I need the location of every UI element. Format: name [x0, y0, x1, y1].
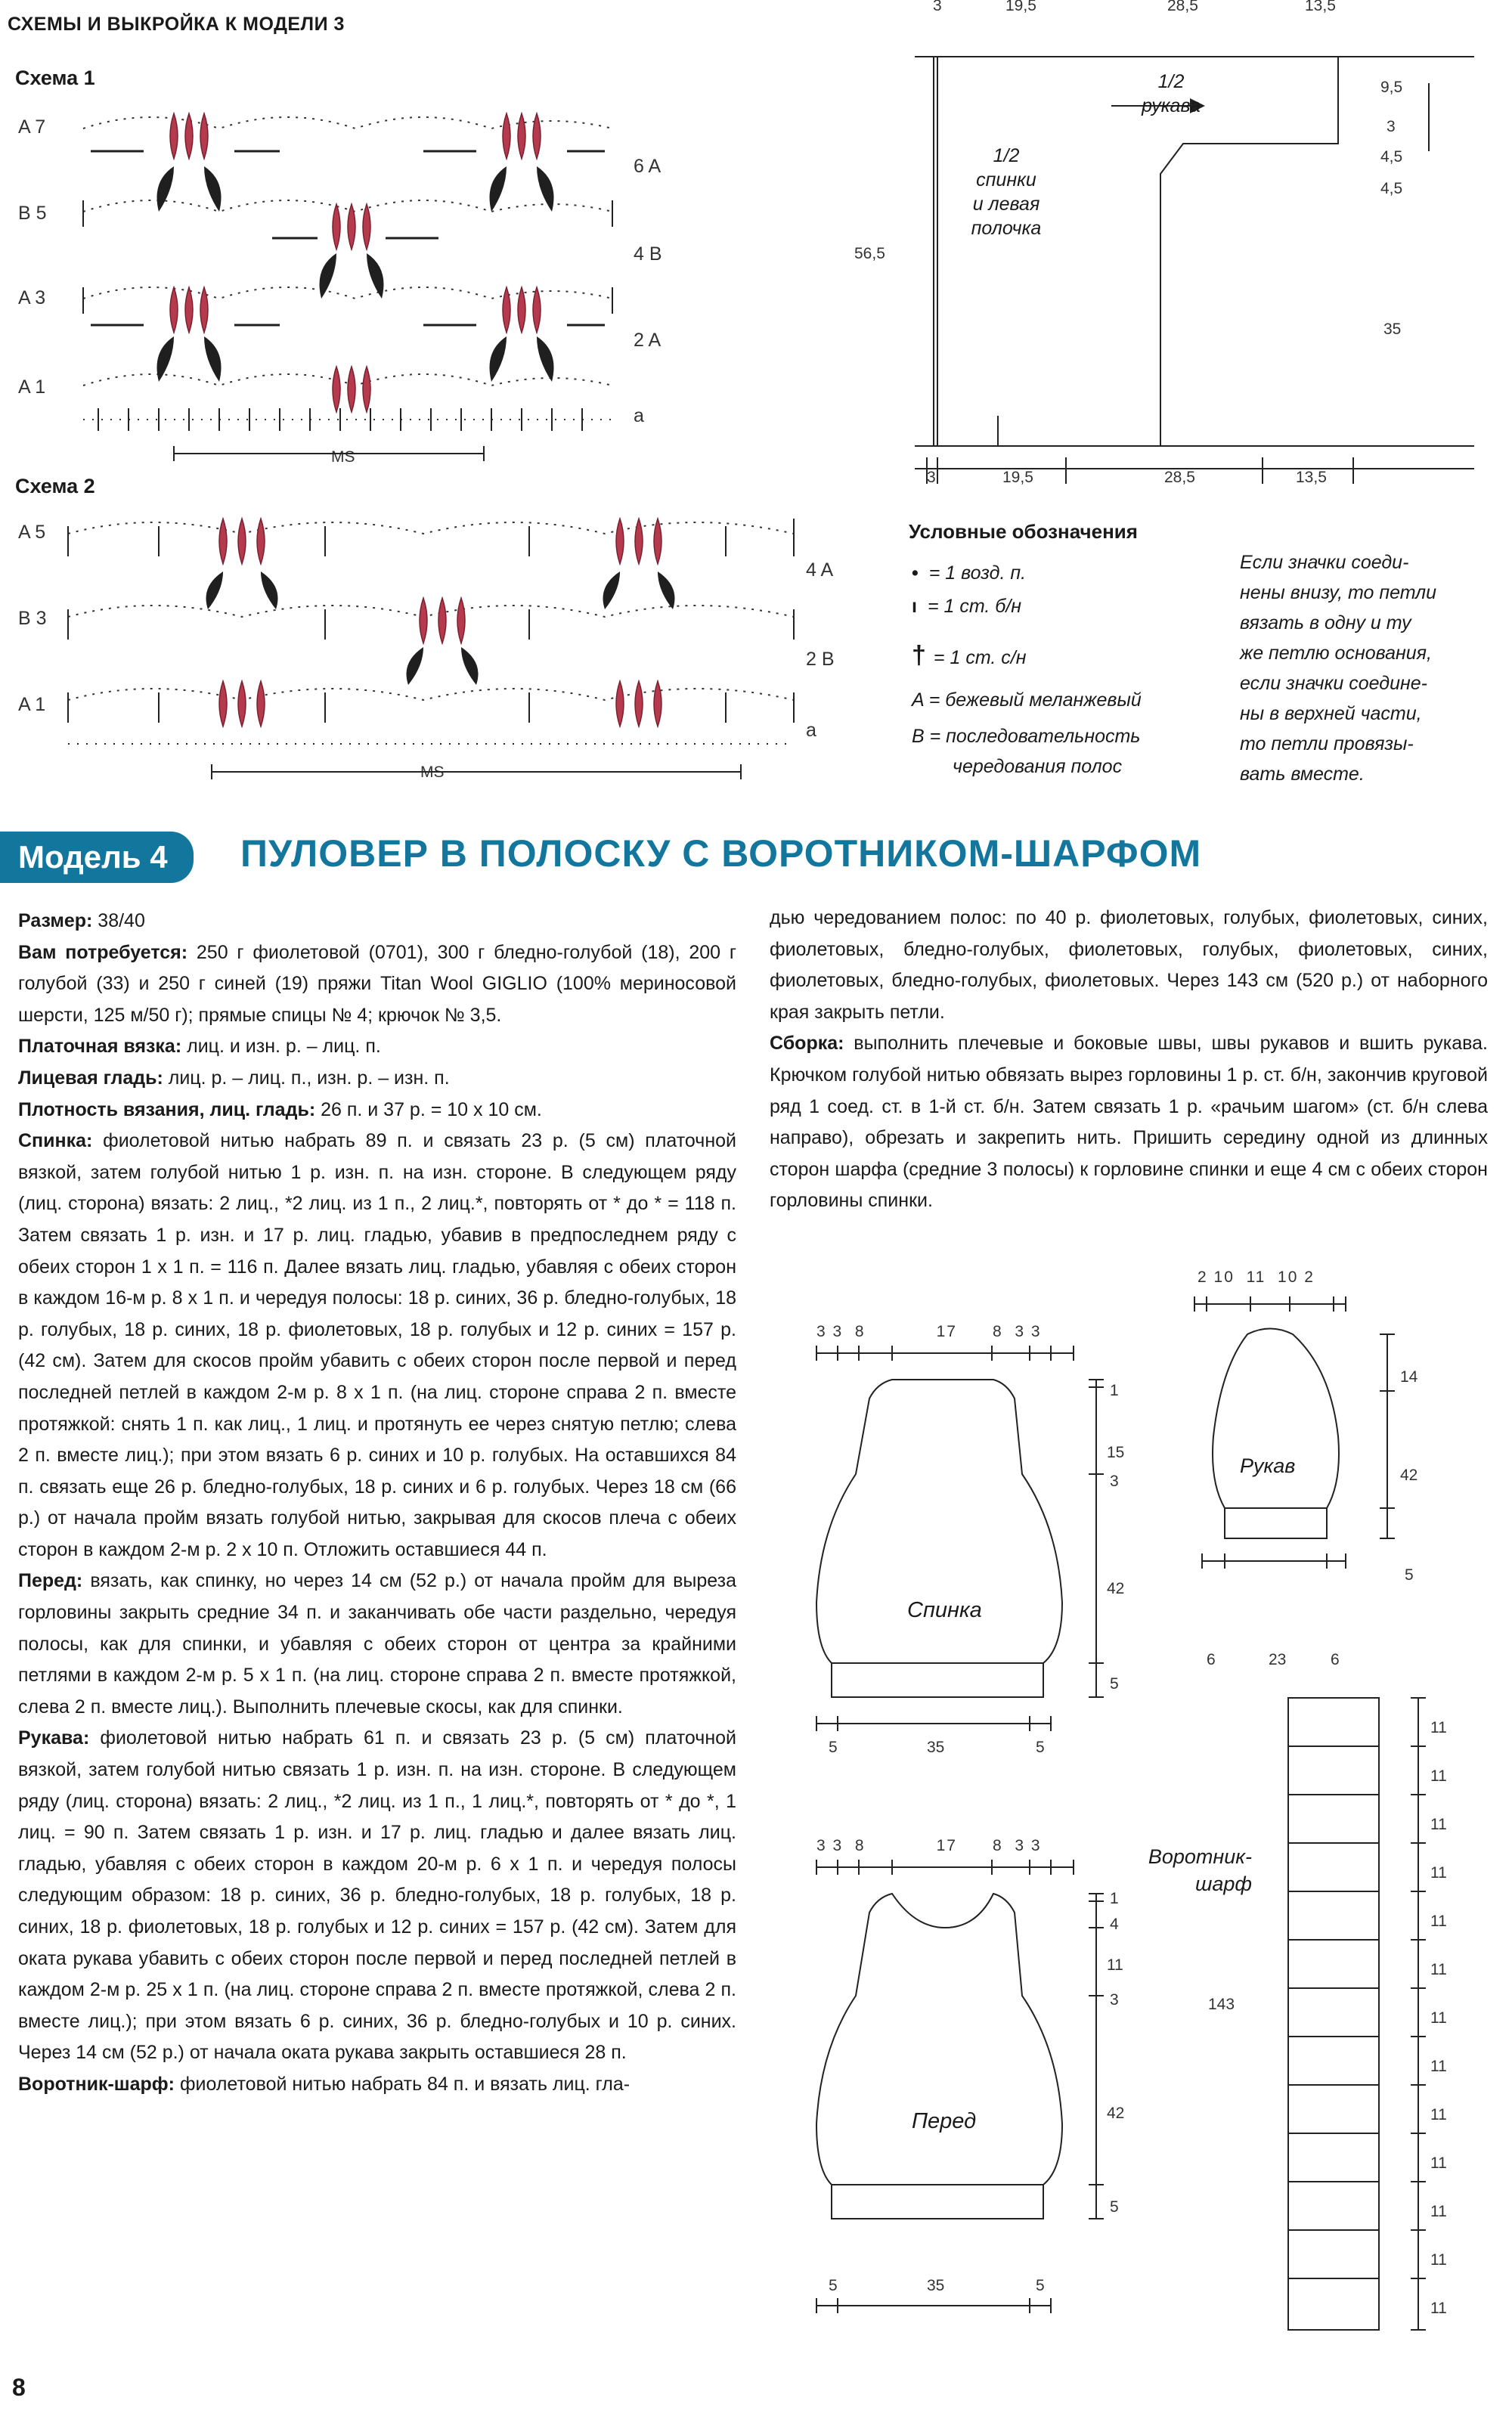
- schema1-label-4b: 4 B: [634, 243, 662, 265]
- front-dim-4: 4: [1110, 1916, 1119, 1933]
- paragraph-body: фиолетовой нитью набрать 84 п. и вязать лиц. гла-: [175, 2073, 631, 2095]
- back-bottom-5a: 5: [829, 1739, 838, 1756]
- m3-bottom-dim-13-5: 13,5: [1296, 469, 1327, 486]
- m3-top-dim-28-5: 28,5: [1167, 0, 1198, 14]
- paragraph-body: 250 г фиолетовой (0701), 300 г бледно-голубой (18), 200 г голубой (33) и 250 г синей (19) пряжи Titan Wool GIGLIO (100% мериносовой шерсти, 125 м/50 г); прямые спицы № 4; крючок № 3,5.: [18, 941, 736, 1026]
- paragraph: [18, 937, 736, 1032]
- paragraph-body: фиолетовой нитью набрать 61 п. и связать 23 р. (5 см) платочной вязкой, затем голубой нитью связать 1 р. изн. п. на изн. стороне. В следующем ряду (лиц. сторона) вязать: 2 лиц., *2 лиц. из 1 п., 1 лиц.*, повторять от * до *, 1 лиц. = 90 п. Затем связать 1 р. изн. и 17 р. лиц. гладью и далее вязать лиц. гладью, убавляя с обеих сторон в каждом 20-м р. 6 х 1 п. и чередуя полосы следующим образом: 18 р. синих, 36 р. бледно-голубых, 18 р. голубых, 18 р. синих, 18 р. фиолетовых, 18 р. голубых и 12 р. синих = 157 р. (42 см). Затем для оката рукава убавить с обеих сторон после первой и перед последней петлей в каждом 2-м р. 25 х 1 п. (на лиц. стороне справа 2 п. вместе протяжкой, слева 2 п. вместе лиц.); при этом вязать 6 р. синих, 36 р. бледно-голубых и 10 р. синих. Через 14 см (52 р.) от начала оката рукава закрыть оставшиеся 28 п.: [18, 1727, 736, 2064]
- paragraph-heading: Спинка:: [18, 1130, 93, 1152]
- m3-right-dim-4-5b: 4,5: [1380, 180, 1403, 197]
- back-dim-3: 3: [1110, 1473, 1119, 1490]
- m3-height-dim: 56,5: [854, 245, 885, 262]
- schema2-label-b3: B 3: [18, 608, 47, 629]
- front-dim-3: 3: [1110, 1991, 1119, 2009]
- front-bottom-35: 35: [927, 2277, 945, 2294]
- schema1-diagram: [60, 91, 635, 469]
- paragraph: [18, 1126, 736, 1566]
- sleeve-top-dims: 2 10 11 10 2: [1198, 1268, 1315, 1286]
- dc-icon: †: [912, 641, 926, 670]
- paragraph-body: дью чередованием полос: по 40 р. фиолетовых, голубых, фиолетовых, синих, фиолетовых, бледно-голубых, фиолетовых, голубых, фиолетовых, синих, фиолетовых, бледно-голубых, фиолетовых. Через 143 см (520 р.) от наборного края закрыть петли.: [770, 907, 1488, 1023]
- page-number: 8: [12, 2374, 26, 2401]
- paragraph-heading: Перед:: [18, 1570, 83, 1592]
- paragraph-heading: Вам потребуется:: [18, 941, 188, 963]
- paragraph-heading: Размер:: [18, 910, 93, 931]
- back-bottom-35: 35: [927, 1739, 945, 1756]
- back-pattern-drawing: [801, 1315, 1149, 1799]
- front-dim-11: 11: [1107, 1956, 1123, 1974]
- text-right-column: [770, 903, 1488, 1217]
- m3-right-dim-9-5: 9,5: [1380, 79, 1403, 96]
- paragraph-body: лиц. и изн. р. – лиц. п.: [181, 1036, 381, 1058]
- paragraph-body: 38/40: [92, 910, 145, 931]
- schema1-label-a3: A 3: [18, 287, 46, 308]
- m3-top-dim-13-5: 13,5: [1305, 0, 1336, 14]
- scarf-length-143: 143: [1208, 1996, 1235, 2013]
- m3-right-dim-4-5a: 4,5: [1380, 148, 1403, 166]
- schema1-label-b5: B 5: [18, 203, 47, 224]
- schema2-label-2b: 2 B: [806, 649, 835, 670]
- legend-a: A = бежевый меланжевый: [912, 689, 1142, 711]
- schema1-label-a1: A 1: [18, 376, 46, 398]
- back-label: Спинка: [907, 1598, 982, 1622]
- front-dim-5: 5: [1110, 2198, 1119, 2216]
- front-dim-1: 1: [1110, 1890, 1119, 1907]
- paragraph: [18, 1095, 736, 1126]
- m3-top-dim-19-5: 19,5: [1005, 0, 1036, 14]
- sleeve-dim-14: 14: [1400, 1368, 1418, 1386]
- back-bottom-5b: 5: [1036, 1739, 1045, 1756]
- schema2-label-a5: A 5: [18, 522, 46, 543]
- back-dim-42: 42: [1107, 1580, 1125, 1597]
- text-left-column: [18, 906, 736, 2101]
- paragraph-body: 26 п. и 37 р. = 10 х 10 см.: [315, 1098, 542, 1120]
- m3-bottom-dim-28-5: 28,5: [1164, 469, 1195, 486]
- schema1-label-a7: A 7: [18, 116, 46, 138]
- schema1-title: Схема 1: [15, 67, 95, 89]
- paragraph: [770, 903, 1488, 1028]
- legend-b-1: B = последовательность: [912, 726, 1141, 747]
- model-title: ПУЛОВЕР В ПОЛОСКУ С ВОРОТНИКОМ-ШАРФОМ: [240, 832, 1202, 875]
- schema1-label-a: a: [634, 405, 644, 426]
- schema2-diagram: [60, 503, 809, 791]
- schema2-label-a: a: [806, 720, 816, 741]
- model-badge: Модель 4: [0, 832, 194, 883]
- paragraph: [18, 1566, 736, 1723]
- front-bottom-5b: 5: [1036, 2277, 1045, 2294]
- sleeve-pattern-drawing: [1179, 1270, 1467, 1618]
- m3-piece-sleeve-label: 1/2 рукава: [1142, 71, 1201, 116]
- front-dim-42: 42: [1107, 2105, 1125, 2122]
- sc-icon: ı: [912, 596, 917, 617]
- sleeve-dim-5: 5: [1405, 1566, 1414, 1584]
- sleeve-label: Рукав: [1240, 1454, 1296, 1477]
- paragraph: [770, 1028, 1488, 1217]
- paragraph-heading: Воротник-шарф:: [18, 2073, 175, 2095]
- m3-top-dim-3: 3: [933, 0, 942, 14]
- scarf-stripe-dims: 11 11 11 11 11 11 11 11 11 11 11 11 11: [1430, 1719, 1447, 2317]
- paragraph-body: выполнить плечевые и боковые швы, швы рукавов и вшить рукава. Крючком голубой нитью обвязать вырез горловины 1 р. ст. б/н, закончив круговой ряд 1 соед. ст. в 1-й ст. б/н. Затем связать 1 р. «рачьим шагом» (ст. б/н слева направо), обрезать и закрепить нить. Пришить середину одной из длинных сторон шарфа (средние 3 полосы) к горловине спинки и еще 4 см с обеих сторон горловины спинки.: [770, 1033, 1488, 1212]
- front-top-dims: 3 3 8 17 8 3 3: [816, 1837, 1042, 1854]
- paragraph-heading: Лицевая гладь:: [18, 1067, 163, 1089]
- m3-bottom-dim-3: 3: [927, 469, 936, 486]
- paragraph: [18, 906, 736, 937]
- paragraph-body: лиц. р. – лиц. п., изн. р. – изн. п.: [163, 1067, 450, 1089]
- paragraph: [18, 2069, 736, 2101]
- paragraph: [18, 1723, 736, 2069]
- scarf-pattern-drawing: [1210, 1686, 1467, 2343]
- paragraph-body: вязать, как спинку, но через 14 см (52 р.) от начала пройм для выреза горловины закрыть средние 34 п. и заканчивать обе части раздельно, чередуя полосы, как для спинки, и убавляя с обеих сторон от центра за крайними петлями в каждом 2-м р. 5 х 1 п. (на лиц. стороне справа 2 п. вместе протяжкой, слева 2 п. вместе лиц.). Выполнить плечевые скосы, как для спинки.: [18, 1570, 736, 1718]
- paragraph: [18, 1063, 736, 1095]
- sleeve-dim-42: 42: [1400, 1467, 1418, 1484]
- sleeve-bottom-6a: 6: [1207, 1651, 1216, 1668]
- m3-piece-back-label: 1/2 спинки и левая полочка: [971, 145, 1042, 239]
- schema1-motif-dark: [157, 166, 554, 382]
- paragraph-heading: Плотность вязания, лиц. гладь:: [18, 1098, 316, 1120]
- back-dim-1: 1: [1110, 1382, 1119, 1399]
- schema2-label-a1: A 1: [18, 694, 46, 715]
- front-bottom-5a: 5: [829, 2277, 838, 2294]
- paragraph-heading: Рукава:: [18, 1727, 90, 1749]
- legend-dc: † = 1 ст. с/н: [912, 641, 1027, 670]
- back-dim-15: 15: [1107, 1444, 1125, 1461]
- schema2-ms-label: MS: [420, 764, 445, 781]
- chain-icon: •: [912, 562, 919, 584]
- m3-right-dim-3: 3: [1387, 118, 1396, 135]
- m3-bottom-dim-19-5: 19,5: [1002, 469, 1033, 486]
- legend-b-2: чередования полос: [953, 756, 1123, 777]
- front-label: Перед: [912, 2109, 977, 2133]
- paragraph-heading: Сборка:: [770, 1033, 844, 1055]
- back-dim-5: 5: [1110, 1675, 1119, 1693]
- schema1-label-6a: 6 A: [634, 156, 662, 177]
- legend-title: Условные обозначения: [909, 520, 1138, 543]
- schema2-label-4a: 4 A: [806, 559, 834, 581]
- scarf-label: Воротник- шарф: [1148, 1845, 1252, 1895]
- legend-note: Если значки соеди- нены внизу, то петли вязать в одну и ту же петлю основания, если значки соедине- ны в верхней части, то петли провязы- вать вместе.: [1240, 552, 1437, 785]
- legend-sc: ı = 1 ст. б/н: [912, 596, 1022, 617]
- legend-chain: • = 1 возд. п.: [912, 562, 1027, 584]
- front-pattern-drawing: [801, 1845, 1149, 2328]
- sleeve-bottom-6b: 6: [1331, 1651, 1340, 1668]
- paragraph-heading: Платочная вязка:: [18, 1036, 182, 1058]
- paragraph-body: фиолетовой нитью набрать 89 п. и связать 23 р. (5 см) платочной вязкой, затем голубой нитью 1 р. изн. п. на изн. стороне. В следующем ряду (лиц. сторона) вязать: 2 лиц., *2 лиц. из 1 п., 2 лиц.*, повторять от * до * = 118 п. Затем связать 1 р. изн. и 17 р. лиц. гладью, убавив в предпоследнем ряду с обеих сторон 1 х 1 п. = 116 п. Далее вязать лиц. гладью, убавляя с обеих сторон в каждом 16-м р. 8 х 1 п. и чередуя полосы: 18 р. синих, 36 р. бледно-голубых, 18 р. голубых, 18 р. синих, 18 р. фиолетовых, 18 р. голубых и 12 р. синих = 157 р. (42 см). Затем для скосов пройм убавить с обеих сторон после первой и перед последней петлей в каждом 2-м р. 8 х 1 п. (на лиц. стороне справа 2 п. вместе протяжкой: снять 1 п. как лиц., 1 лиц. и протянуть ее через снятую петлю; слева 2 п. вместе лиц.); при этом вязать 6 р. синих и 10 р. голубых. На оставшихся 84 п. связать еще 26 р. бледно-голубых, 18 р. синих и 6 р. голубых. Через 18 см (66 р.) от начала пройм вязать голубой нитью, закрывая для скосов плеча с обеих сторон в каждом 2-м р. 2 х 10 п. Отложить оставшиеся 44 п.: [18, 1130, 736, 1560]
- page-header: СХЕМЫ И ВЫКРОЙКА К МОДЕЛИ 3: [8, 14, 345, 35]
- paragraph: [18, 1031, 736, 1063]
- schema1-ms-label: MS: [331, 448, 355, 466]
- back-top-dims: 3 3 8 17 8 3 3: [816, 1323, 1042, 1340]
- m3-right-dim-35: 35: [1383, 321, 1402, 338]
- schema1-label-2a: 2 A: [634, 330, 662, 351]
- schema2-title: Схема 2: [15, 475, 95, 497]
- sleeve-bottom-23: 23: [1269, 1651, 1287, 1668]
- schema1-motif-red: [170, 113, 541, 412]
